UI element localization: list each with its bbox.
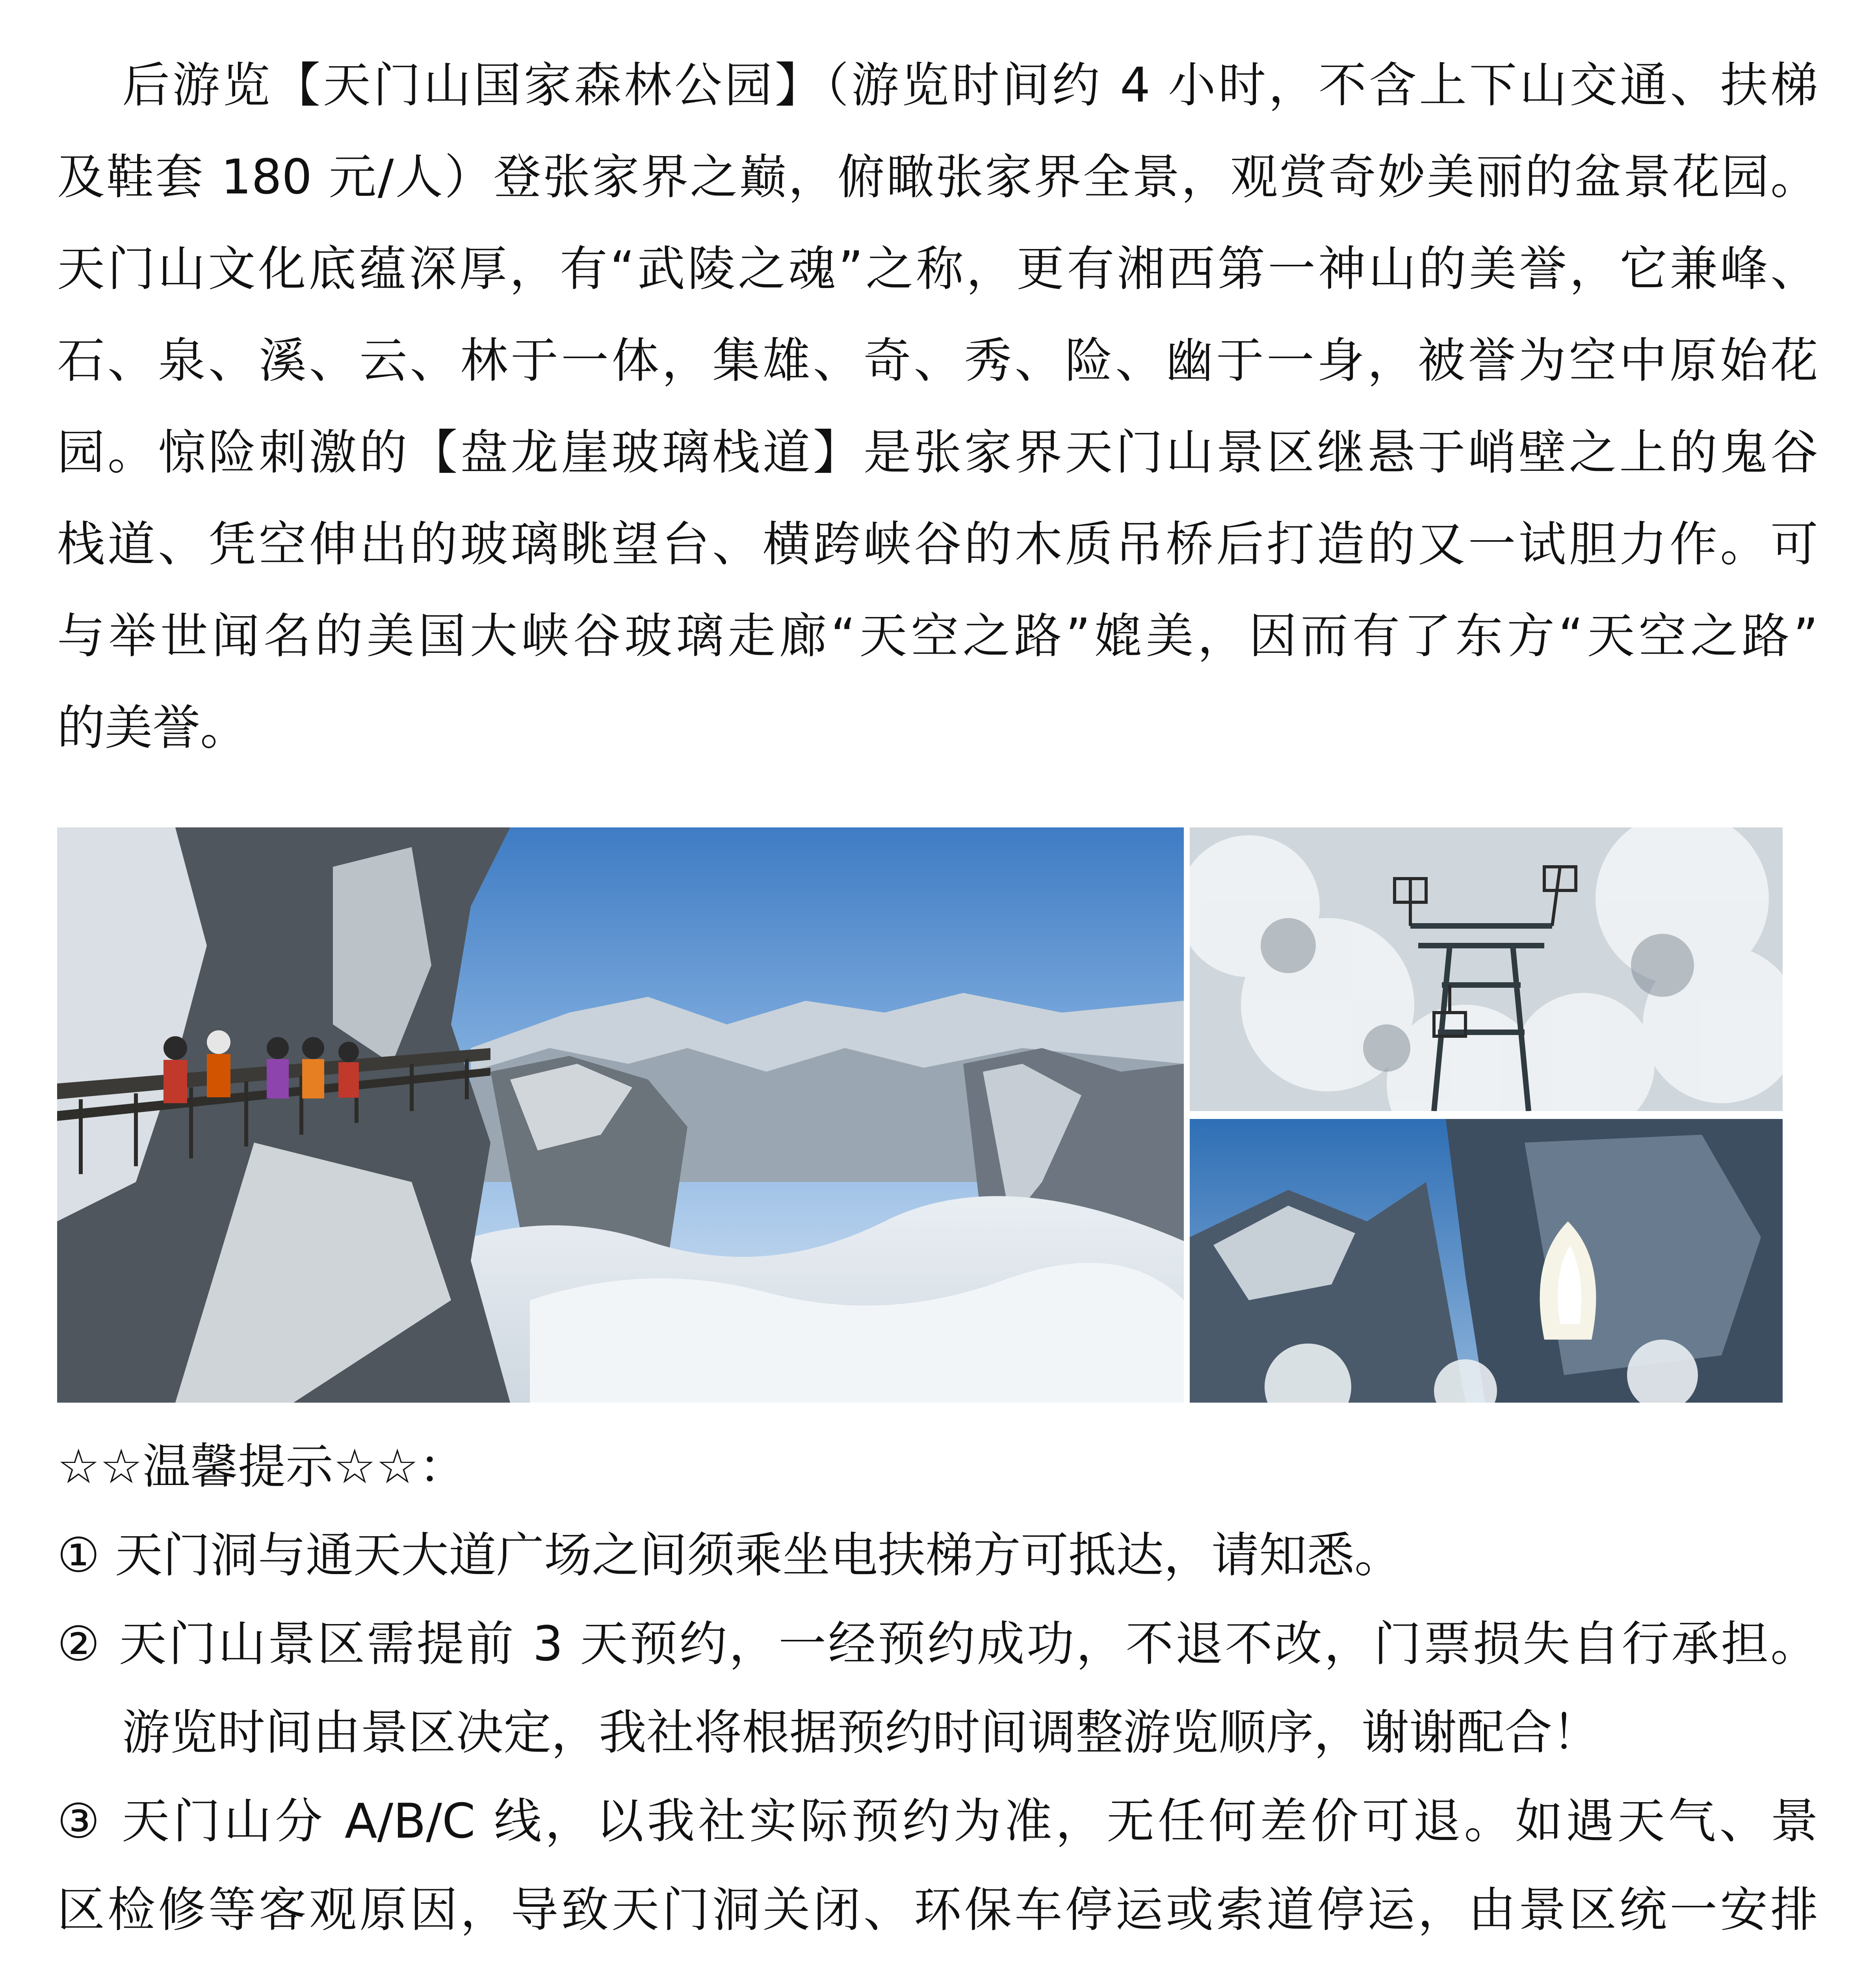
tip-item-continuation: 游览时间由景区决定，我社将根据预约时间调整游览顺序，谢谢配合！ xyxy=(122,1705,1600,1760)
tip-item-continuation xyxy=(57,1954,1818,1970)
text-line: 栈道、凭空伸出的玻璃眺望台、横跨峡谷的木质吊桥后打造的又一试胆力作。可 xyxy=(57,517,1818,572)
text-line: 天门山文化底蕴深厚，有“武陵之魂”之称，更有湘西第一神山的美誉，它兼峰、 xyxy=(57,241,1818,297)
text-line: 园。惊险刺激的【盘龙崖玻璃栈道】是张家界天门山景区继悬于峭壁之上的鬼谷 xyxy=(57,425,1818,480)
tip-item: ③ 天门山分 A/B/C 线，以我社实际预约为准，无任何差价可退。如遇天气、景 xyxy=(57,1793,1818,1849)
text-line: 与举世闻名的美国大峡谷玻璃走廊“天空之路”媲美，因而有了东方“天空之路” xyxy=(57,608,1818,664)
travel-tips-section xyxy=(57,1422,1818,1970)
tianmen-intro-paragraph xyxy=(57,39,1818,774)
tip-item: ① 天门洞与通天大道广场之间须乘坐电扶梯方可抵达，请知悉。 xyxy=(57,1528,1402,1583)
text-line: 及鞋套 180 元/人）登张家界之巅，俯瞰张家界全景，观赏奇妙美丽的盆景花园。 xyxy=(57,149,1818,205)
tip-item-continuation: 区检修等客观原因，导致天门洞关闭、环保车停运或索道停运，由景区统一安排 xyxy=(57,1882,1818,1938)
tip-item: ② 天门山景区需提前 3 天预约，一经预约成功，不退不改，门票损失自行承担。 xyxy=(57,1616,1818,1672)
tips-heading: ☆☆温馨提示☆☆： xyxy=(57,1439,466,1494)
text-line: 后游览【天门山国家森林公园】（游览时间约 4 小时，不含上下山交通、扶梯 xyxy=(122,58,1818,113)
tianmen-cave-photo xyxy=(1190,1119,1783,1403)
text-line: 石、泉、溪、云、林于一体，集雄、奇、秀、险、幽于一身，被誉为空中原始花 xyxy=(57,333,1818,388)
cable-car-photo xyxy=(1190,827,1783,1111)
cliff-walkway-photo xyxy=(57,827,1184,1403)
text-line: 的美誉。 xyxy=(57,700,248,756)
